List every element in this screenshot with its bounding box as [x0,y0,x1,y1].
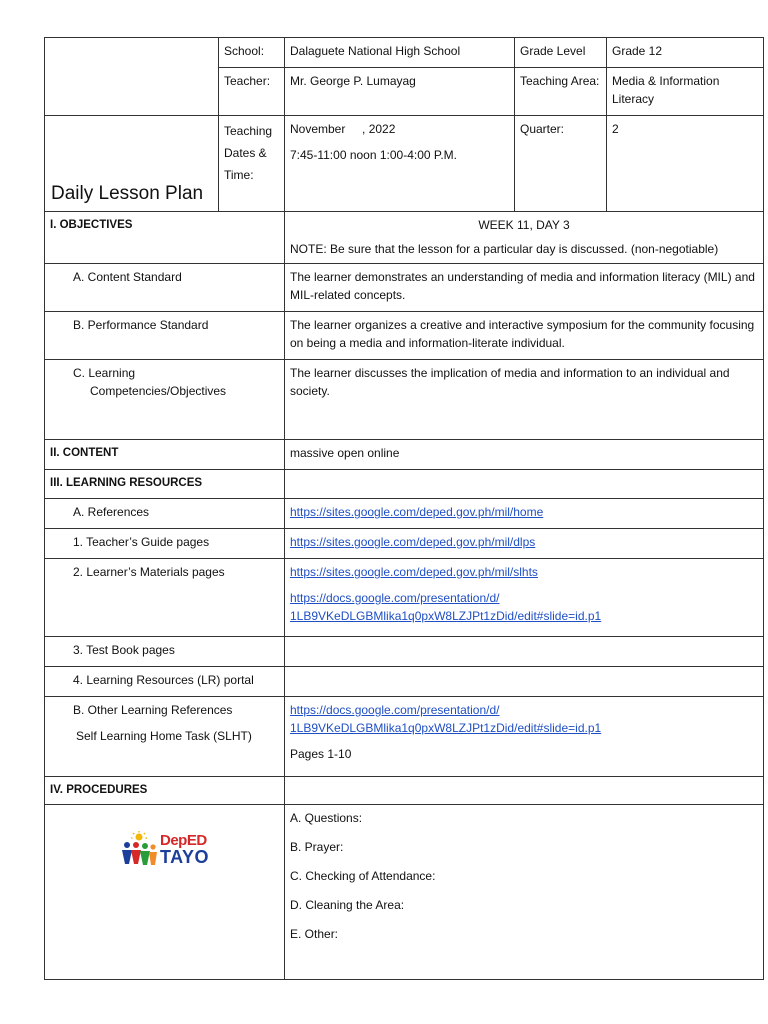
other-references-value [285,697,764,777]
test-book-value [285,637,764,667]
other-references-link-a[interactable]: https://docs.google.com/presentation/d/ [290,703,500,717]
teacher-value: Mr. George P. Lumayag [285,68,515,116]
resources-heading-value [285,470,764,499]
header-blank [45,38,219,116]
title-cell [45,116,219,212]
area-value: Media & Information Literacy [607,68,764,116]
content-standard-label: A. Content Standard [45,264,285,312]
procedure-item-other: E. Other: [290,927,339,941]
school-label: School: [219,38,285,68]
test-book-label: 3. Test Book pages [45,637,285,667]
quarter-label: Quarter: [515,116,607,212]
performance-standard-label: B. Performance Standard [45,312,285,360]
dates-label [219,116,285,212]
dates-time: 7:45-11:00 noon 1:00-4:00 P.M. [290,148,458,162]
resources-heading: III. LEARNING RESOURCES [45,470,285,499]
grade-label: Grade Level [515,38,607,68]
content-value: massive open online [285,440,764,470]
quarter-value: 2 [607,116,764,212]
references-value [285,499,764,529]
references-label: A. References [45,499,285,529]
competencies-label-1: C. Learning [73,366,136,380]
logo-deped-text: DepED [159,831,207,849]
content-standard-value: The learner demonstrates an understanding of media and information literacy (MIL) and MIL-related concepts. [285,264,764,312]
procedure-item-cleaning: D. Cleaning the Area: [290,898,405,912]
logo-tayo-text: TAYO [159,846,209,867]
learners-materials-link-1[interactable]: https://sites.google.com/deped.gov.ph/mil/slhts [290,565,538,579]
procedure-item-attendance: C. Checking of Attendance: [290,869,436,883]
content-heading: II. CONTENT [45,440,285,470]
dates-month: November , 2022 [290,122,396,136]
performance-standard-value: The learner organizes a creative and interactive symposium for the community focusing on being a media and information-literate individual. [285,312,764,360]
teachers-guide-value [285,529,764,559]
competencies-value: The learner discusses the implication of media and information to an individual and society. [285,360,764,440]
competencies-label [45,360,285,440]
procedures-heading-value [285,777,764,805]
page-title: Daily Lesson Plan [51,183,204,204]
learners-materials-link-2a[interactable]: https://docs.google.com/presentation/d/ [290,591,500,605]
lr-portal-label: 4. Learning Resources (LR) portal [45,667,285,697]
objectives-note: NOTE: Be sure that the lesson for a particular day is discussed. (non-negotiable) [290,242,719,256]
slht-label: Self Learning Home Task (SLHT) [76,729,252,743]
objectives-heading: I. OBJECTIVES [45,212,285,264]
teachers-guide-link[interactable]: https://sites.google.com/deped.gov.ph/mil/dlps [290,535,536,549]
dates-value [285,116,515,212]
learners-materials-label: 2. Learner’s Materials pages [45,559,285,637]
competencies-label-2: Competencies/Objectives [90,384,227,398]
lesson-plan-table [44,37,764,980]
week-label: WEEK 11, DAY 3 [478,218,570,232]
grade-value: Grade 12 [607,38,764,68]
learners-materials-value [285,559,764,637]
objectives-value [285,212,764,264]
people-group-icon [120,831,158,867]
procedures-list [285,805,764,980]
school-value: Dalaguete National High School [285,38,515,68]
logo-cell [45,805,285,980]
procedure-item-questions: A. Questions: [290,811,363,825]
other-references-text: B. Other Learning References [73,703,233,717]
lesson-plan-document [44,37,763,980]
procedures-heading: IV. PROCEDURES [45,777,285,805]
procedure-item-prayer: B. Prayer: [290,840,344,854]
other-references-label [45,697,285,777]
area-label: Teaching Area: [515,68,607,116]
other-references-link-b[interactable]: 1LB9VKeDLGBMlika1q0pxW8LZJPt1zDid/edit#slide=id.p1 [290,721,602,735]
learners-materials-link-2b[interactable]: 1LB9VKeDLGBMlika1q0pxW8LZJPt1zDid/edit#slide=id.p1 [290,609,602,623]
teacher-label: Teacher: [219,68,285,116]
references-link[interactable]: https://sites.google.com/deped.gov.ph/mil/home [290,505,544,519]
deped-tayo-logo [120,831,209,867]
dates-label-text: Teaching Dates & Time: [224,124,273,182]
teachers-guide-label: 1. Teacher’s Guide pages [45,529,285,559]
lr-portal-value [285,667,764,697]
slht-pages: Pages 1-10 [290,747,352,761]
